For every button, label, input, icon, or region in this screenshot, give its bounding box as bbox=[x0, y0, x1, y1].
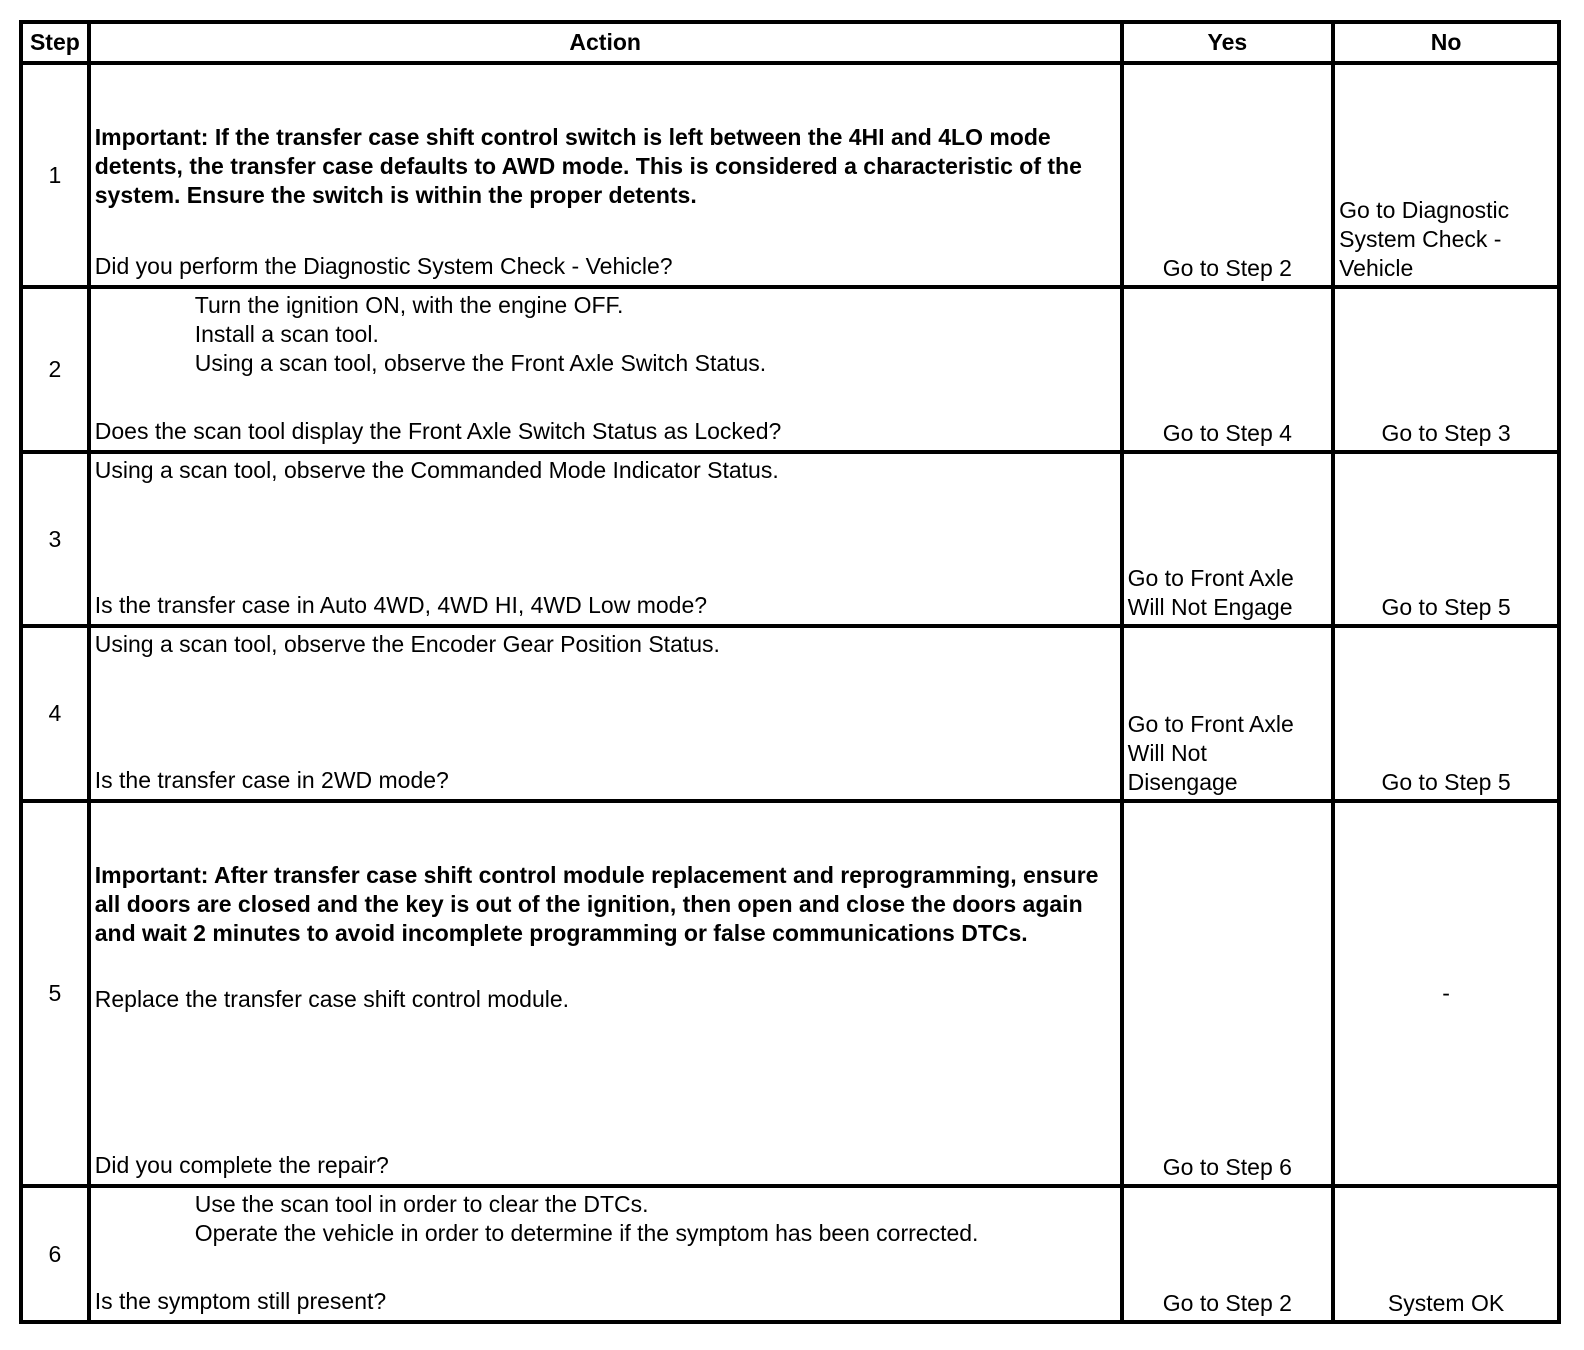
question-text: Is the transfer case in Auto 4WD, 4WD HI, 4WD Low mode? bbox=[94, 592, 708, 618]
yes-cell-text: Go to Front Axle Will Not Disengage bbox=[1127, 711, 1294, 795]
header-action: Action bbox=[89, 22, 1122, 63]
yes-cell: Go to Step 2 bbox=[1122, 1186, 1334, 1322]
diagnostic-table bbox=[19, 20, 1561, 1324]
no-cell: Go to Step 3 bbox=[1333, 287, 1559, 452]
table-row bbox=[21, 626, 1559, 801]
no-cell: Go to Step 5 bbox=[1333, 626, 1559, 801]
no-cell: System OK bbox=[1333, 1186, 1559, 1322]
no-cell: Go to Step 5 bbox=[1333, 452, 1559, 626]
instruction-text: Using a scan tool, observe the Commanded Mode Indicator Status. bbox=[94, 457, 779, 483]
yes-cell: Go to Step 6 bbox=[1122, 801, 1334, 1186]
action-cell bbox=[89, 287, 1122, 452]
question-text: Is the symptom still present? bbox=[94, 1288, 387, 1314]
table-row bbox=[21, 452, 1559, 626]
no-cell: - bbox=[1333, 801, 1559, 1186]
important-note: Important: If the transfer case shift control switch is left between the 4HI and 4LO mode detents, the transfer case defaults to AWD mode. This is considered a characteristic of the system. Ensure the switch is within the proper detents. bbox=[94, 124, 1082, 208]
yes-cell: Go to Step 2 bbox=[1122, 63, 1334, 287]
table-row bbox=[21, 63, 1559, 287]
instruction-item: Use the scan tool in order to clear the DTCs. bbox=[194, 1191, 649, 1217]
instruction-text: Using a scan tool, observe the Encoder Gear Position Status. bbox=[94, 631, 720, 657]
header-no: No bbox=[1333, 22, 1559, 63]
question-text: Did you perform the Diagnostic System Check - Vehicle? bbox=[94, 253, 673, 279]
action-cell bbox=[89, 452, 1122, 626]
step-number: 3 bbox=[21, 452, 89, 626]
question-text: Does the scan tool display the Front Axle Switch Status as Locked? bbox=[94, 418, 782, 444]
instruction-item: Using a scan tool, observe the Front Axle Switch Status. bbox=[194, 350, 767, 376]
instruction-item: Install a scan tool. bbox=[194, 321, 379, 347]
header-yes: Yes bbox=[1122, 22, 1334, 63]
instruction-item: Turn the ignition ON, with the engine OFF. bbox=[194, 292, 624, 318]
action-cell bbox=[89, 626, 1122, 801]
step-number: 1 bbox=[21, 63, 89, 287]
yes-cell: Go to Step 4 bbox=[1122, 287, 1334, 452]
important-note: Important: After transfer case shift control module replacement and reprogramming, ensure all doors are closed and the key is out of the ignition, then open and close the doors again and wait 2 minutes to avoid incomplete programming or false communications DTCs. bbox=[94, 862, 1099, 946]
action-cell bbox=[89, 1186, 1122, 1322]
step-number: 5 bbox=[21, 801, 89, 1186]
instruction-text: Replace the transfer case shift control module. bbox=[94, 986, 570, 1012]
table-row bbox=[21, 801, 1559, 1186]
action-cell bbox=[89, 801, 1122, 1186]
yes-cell: Go to Front Axle Will Not Engage bbox=[1122, 452, 1334, 626]
step-number: 2 bbox=[21, 287, 89, 452]
step-number: 6 bbox=[21, 1186, 89, 1322]
table-row bbox=[21, 287, 1559, 452]
question-text: Did you complete the repair? bbox=[94, 1152, 389, 1178]
table-row bbox=[21, 1186, 1559, 1322]
action-cell bbox=[89, 63, 1122, 287]
header-step: Step bbox=[21, 22, 89, 63]
no-cell: Go to Diagnostic System Check - Vehicle bbox=[1333, 63, 1559, 287]
question-text: Is the transfer case in 2WD mode? bbox=[94, 767, 449, 793]
instruction-item: Operate the vehicle in order to determine if the symptom has been corrected. bbox=[194, 1220, 979, 1246]
header-row bbox=[21, 22, 1559, 63]
step-number: 4 bbox=[21, 626, 89, 801]
yes-cell bbox=[1122, 626, 1334, 801]
